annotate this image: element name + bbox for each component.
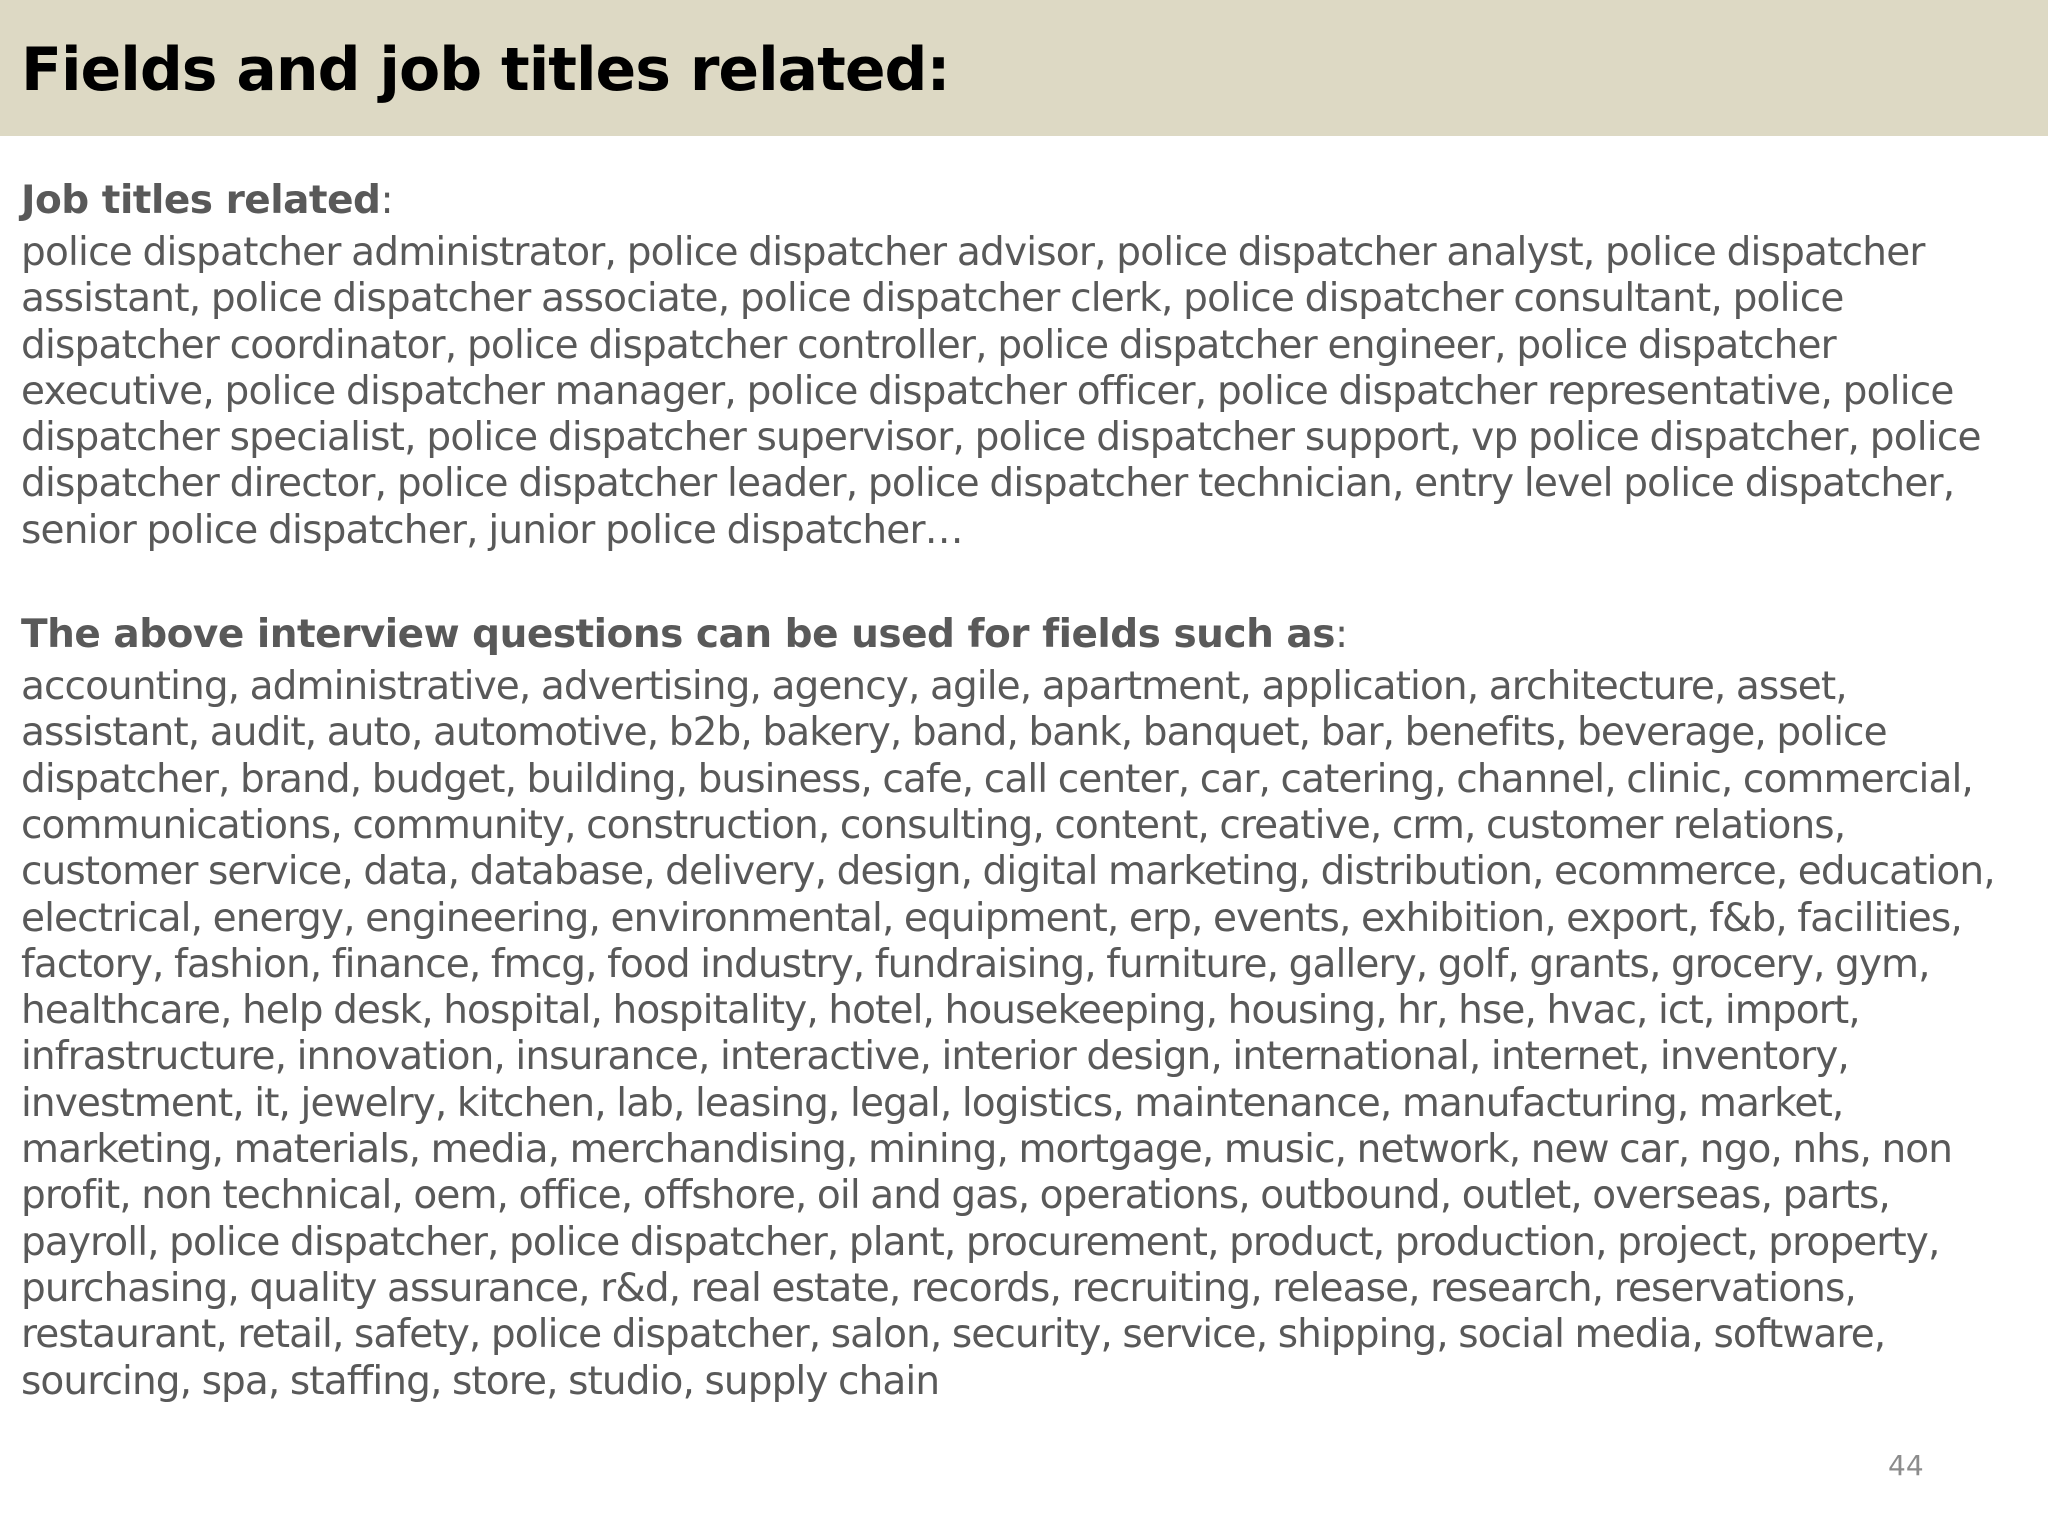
job-titles-heading <box>21 172 2011 230</box>
job-titles-list: police dispatcher administrator, police dispatcher advisor, police dispatcher analyst, police dispatcher assistant, police dispatcher associate, police dispatcher clerk, police dispatcher consultant, police dispatcher coordinator, police dispatcher controller, police dispatcher engineer, police dispatcher executive, police dispatcher manager, police dispatcher officer, police dispatcher representative, police dispatcher specialist, police dispatcher supervisor, police dispatcher support, vp police dispatcher, police dispatcher director, police dispatcher leader, police dispatcher technician, entry level police dispatcher, senior police dispatcher, junior police dispatcher… <box>21 230 1981 553</box>
job-titles-heading-text: Job titles related <box>21 178 381 223</box>
title-bar <box>0 0 2048 136</box>
slide-content <box>21 172 2011 1405</box>
fields-heading-text: The above interview questions can be used for fields such as <box>21 612 1335 658</box>
fields-list: accounting, administrative, advertising, agency, agile, apartment, application, architecture, asset, assistant, audit, auto, automotive, b2b, bakery, band, bank, banquet, bar, benefits, beverage, police dispatcher, brand, budget, building, business, cafe, call center, car, catering, channel, clinic, commercial, communications, community, construction, consulting, content, creative, crm, customer relations, customer service, data, database, delivery, design, digital marketing, distribution, ecommerce, education, electrical, energy, engineering, environmental, equipment, erp, events, exhibition, export, f&b, facilities, factory, fashion, finance, fmcg, food industry, fundraising, furniture, gallery, golf, grants, grocery, gym, healthcare, help desk, hospital, hospitality, hotel, housekeeping, housing, hr, hse, hvac, ict, import, infrastructure, innovation, insurance, interactive, interior design, international, internet, inventory, investment, it, jewelry, kitchen, lab, leasing, legal, logistics, maintenance, manufacturing, market, marketing, materials, media, merchandising, mining, mortgage, music, network, new car, ngo, nhs, non profit, non technical, oem, office, offshore, oil and gas, operations, outbound, outlet, overseas, parts, payroll, police dispatcher, police dispatcher, plant, procurement, product, production, project, property, purchasing, quality assurance, r&d, real estate, records, recruiting, release, research, reservations, restaurant, retail, safety, police dispatcher, salon, security, service, shipping, social media, software, sourcing, spa, staffing, store, studio, supply chain <box>21 664 1995 1404</box>
job-titles-heading-colon: : <box>380 178 394 223</box>
section-spacer <box>21 554 2011 606</box>
page-title: Fields and job titles related: <box>21 35 950 105</box>
fields-heading-colon: : <box>1334 612 1348 658</box>
fields-heading <box>21 606 2011 664</box>
page-number: 44 <box>1888 1449 1924 1482</box>
